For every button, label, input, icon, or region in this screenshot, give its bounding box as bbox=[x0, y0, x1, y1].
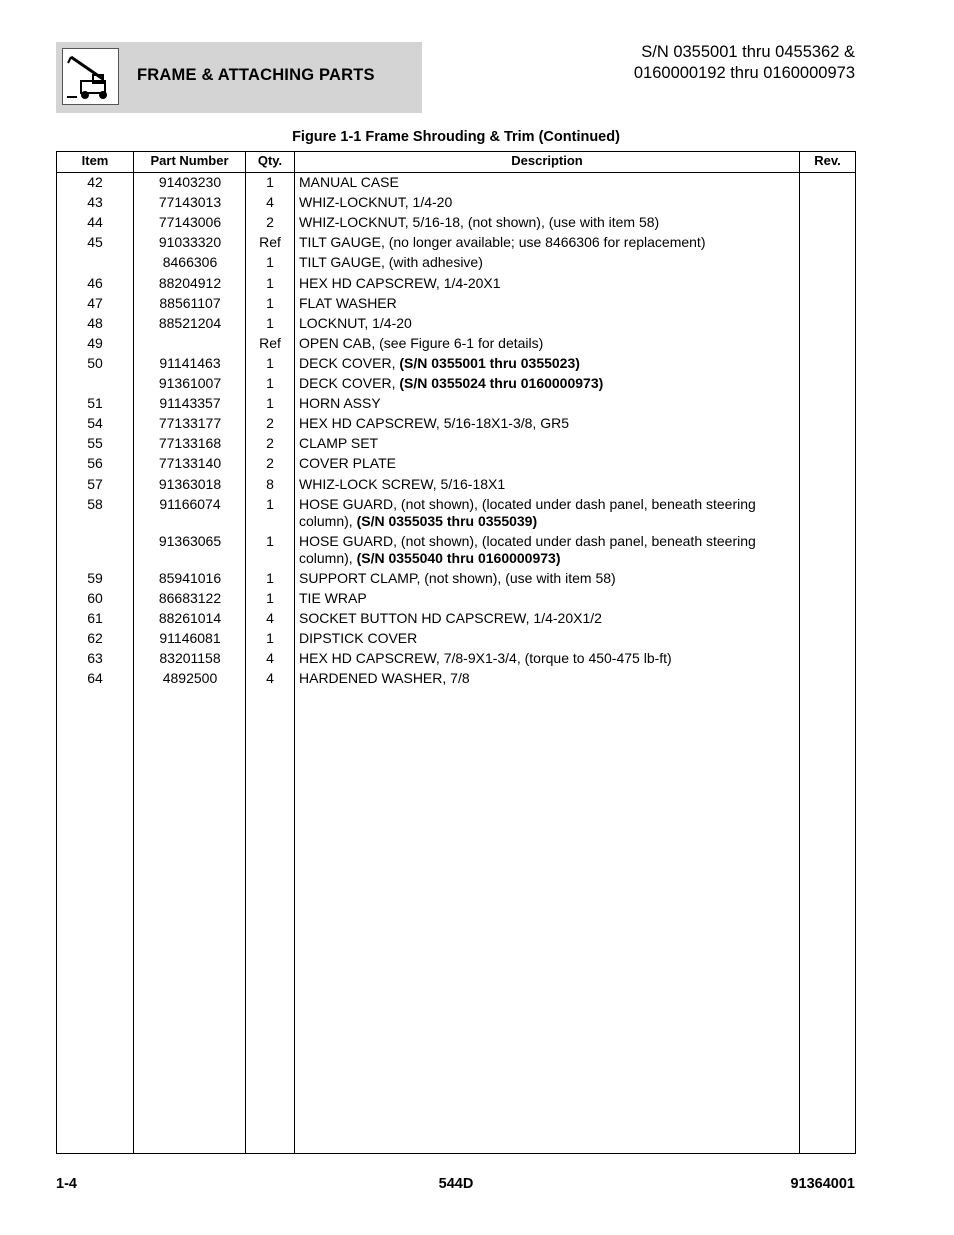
description bbox=[299, 476, 799, 493]
part-number: 88521204 bbox=[158, 314, 222, 331]
quantity: 1 bbox=[266, 629, 274, 646]
description-text: TIE WRAP bbox=[299, 589, 367, 606]
part-number: 4892500 bbox=[162, 670, 218, 687]
description-text: WHIZ-LOCKNUT, 1/4-20 bbox=[299, 194, 453, 211]
description bbox=[299, 355, 799, 372]
column-divider bbox=[294, 152, 295, 1153]
description-text: DIPSTICK COVER bbox=[299, 629, 418, 646]
description-text: WHIZ-LOCK SCREW, 5/16-18X1 bbox=[299, 475, 506, 492]
item-number: 62 bbox=[87, 629, 103, 646]
description-text: HORN ASSY bbox=[299, 395, 381, 412]
description bbox=[299, 214, 799, 231]
item-number: 61 bbox=[87, 609, 103, 626]
description-text: MANUAL CASE bbox=[299, 174, 399, 190]
part-number: 91033320 bbox=[158, 234, 222, 251]
quantity: 2 bbox=[266, 455, 274, 472]
part-number: 91363018 bbox=[158, 475, 222, 492]
description bbox=[299, 455, 799, 472]
description-text: COVER PLATE bbox=[299, 455, 396, 472]
figure-title: Figure 1-1 Frame Shrouding & Trim (Continued) bbox=[292, 129, 620, 145]
description bbox=[299, 254, 799, 271]
description-text: WHIZ-LOCKNUT, 5/16-18, (not shown), (use with item 58) bbox=[299, 214, 660, 231]
quantity: 1 bbox=[266, 395, 274, 412]
description-text: SUPPORT CLAMP, (not shown), (use with item 58) bbox=[299, 569, 616, 586]
description-text: HEX HD CAPSCREW, 5/16-18X1-3/8, GR5 bbox=[299, 415, 569, 432]
quantity: 1 bbox=[266, 174, 274, 190]
serial-range bbox=[634, 42, 855, 84]
description-text: HARDENED WASHER, 7/8 bbox=[299, 670, 470, 687]
description bbox=[299, 395, 799, 412]
description-text: CLAMP SET bbox=[299, 435, 379, 452]
quantity: 4 bbox=[266, 609, 274, 626]
description-text: HEX HD CAPSCREW, 7/8-9X1-3/4, (torque to 450-475 lb-ft) bbox=[299, 650, 672, 666]
item-number: 59 bbox=[87, 569, 103, 586]
quantity: 1 bbox=[266, 254, 274, 271]
serial-qualifier: (S/N 0355040 thru 0160000973) bbox=[356, 549, 561, 566]
description bbox=[299, 630, 799, 647]
item-number: 48 bbox=[87, 314, 103, 331]
item-number: 56 bbox=[87, 455, 103, 472]
part-number: 91166074 bbox=[159, 495, 221, 512]
description-text: LOCKNUT, 1/4-20 bbox=[299, 314, 412, 331]
serial-line-2: 0160000192 thru 0160000973 bbox=[633, 64, 855, 82]
quantity: 1 bbox=[266, 589, 274, 606]
column-header-item: Item bbox=[81, 153, 109, 168]
quantity: 1 bbox=[266, 532, 274, 549]
quantity: 8 bbox=[266, 475, 274, 492]
item-number: 47 bbox=[87, 294, 103, 311]
column-header-qty: Qty. bbox=[257, 153, 283, 168]
description bbox=[299, 570, 799, 587]
description-text: HEX HD CAPSCREW, 1/4-20X1 bbox=[299, 274, 501, 291]
quantity: 2 bbox=[266, 435, 274, 452]
quantity: 1 bbox=[266, 495, 274, 512]
item-number: 42 bbox=[87, 174, 103, 190]
part-number: 91143357 bbox=[159, 395, 221, 412]
part-number: 88561107 bbox=[159, 294, 221, 311]
part-number: 91146081 bbox=[159, 629, 221, 646]
quantity: 1 bbox=[266, 375, 274, 391]
description bbox=[299, 315, 799, 332]
quantity: 2 bbox=[266, 415, 274, 432]
item-number: 57 bbox=[87, 475, 103, 492]
item-number: 63 bbox=[87, 650, 103, 666]
description bbox=[299, 275, 799, 292]
part-number: 83201158 bbox=[159, 650, 221, 666]
item-number: 64 bbox=[87, 670, 103, 687]
item-number: 54 bbox=[87, 415, 103, 432]
description bbox=[299, 435, 799, 452]
column-divider bbox=[799, 152, 800, 1153]
part-number: 77143006 bbox=[158, 214, 222, 231]
item-number: 45 bbox=[87, 234, 103, 251]
quantity: 1 bbox=[266, 314, 274, 331]
column-header-rev: Rev. bbox=[814, 153, 841, 168]
item-number: 60 bbox=[87, 589, 103, 606]
item-number: 50 bbox=[87, 354, 103, 371]
part-number: 88261014 bbox=[158, 609, 222, 626]
header-divider bbox=[57, 172, 855, 173]
description bbox=[299, 650, 799, 667]
column-header-description: Description bbox=[511, 153, 583, 168]
part-number: 91403230 bbox=[158, 174, 222, 190]
item-number: 43 bbox=[87, 194, 103, 211]
item-number: 44 bbox=[87, 214, 103, 231]
description-text: DECK COVER, bbox=[299, 375, 400, 391]
description bbox=[299, 533, 799, 567]
quantity: 4 bbox=[266, 650, 274, 666]
telehandler-icon bbox=[62, 48, 119, 105]
description bbox=[299, 590, 799, 607]
quantity: 1 bbox=[266, 294, 274, 311]
quantity: 1 bbox=[266, 569, 274, 586]
serial-qualifier: (S/N 0355024 thru 0160000973) bbox=[399, 375, 604, 391]
description-text: TILT GAUGE, (no longer available; use 8466306 for replacement) bbox=[299, 234, 706, 251]
serial-line-1: S/N 0355001 thru 0455362 & bbox=[641, 43, 855, 61]
description-text: HOSE GUARD, (not shown), (located under dash panel, beneath steering column), bbox=[299, 495, 756, 529]
description bbox=[299, 610, 799, 627]
quantity: 1 bbox=[266, 274, 274, 291]
quantity: Ref bbox=[259, 234, 281, 251]
description bbox=[299, 670, 799, 687]
description-text: TILT GAUGE, (with adhesive) bbox=[299, 254, 483, 271]
parts-table bbox=[56, 151, 856, 1154]
description bbox=[299, 234, 799, 251]
document-number: 91364001 bbox=[790, 1176, 855, 1192]
quantity: Ref bbox=[259, 334, 281, 351]
description bbox=[299, 335, 799, 352]
item-number: 55 bbox=[87, 435, 103, 452]
description bbox=[299, 375, 799, 392]
description bbox=[299, 194, 799, 211]
part-number: 91363065 bbox=[158, 532, 222, 549]
part-number: 8466306 bbox=[162, 254, 218, 271]
description-text: DECK COVER, bbox=[299, 354, 400, 371]
quantity: 1 bbox=[266, 354, 274, 371]
column-header-part-number: Part Number bbox=[150, 153, 229, 168]
description bbox=[299, 415, 799, 432]
page-number: 1-4 bbox=[56, 1176, 77, 1192]
part-number: 77133177 bbox=[158, 415, 222, 432]
serial-qualifier: (S/N 0355001 thru 0355023) bbox=[399, 354, 580, 371]
section-title: FRAME & ATTACHING PARTS bbox=[137, 66, 375, 84]
part-number: 77143013 bbox=[158, 194, 222, 211]
item-number: 58 bbox=[87, 495, 103, 512]
part-number: 77133140 bbox=[158, 455, 222, 472]
item-number: 46 bbox=[87, 274, 103, 291]
description-text: OPEN CAB, (see Figure 6-1 for details) bbox=[299, 334, 544, 351]
quantity: 4 bbox=[266, 194, 274, 211]
part-number: 77133168 bbox=[158, 435, 222, 452]
item-number: 51 bbox=[87, 395, 103, 412]
model-number: 544D bbox=[438, 1176, 474, 1192]
quantity: 2 bbox=[266, 214, 274, 231]
part-number: 86683122 bbox=[158, 589, 222, 606]
part-number: 91361007 bbox=[158, 375, 222, 391]
part-number: 88204912 bbox=[158, 274, 222, 291]
description bbox=[299, 496, 799, 530]
description bbox=[299, 174, 799, 191]
description-text: HOSE GUARD, (not shown), (located under dash panel, beneath steering column), bbox=[299, 532, 756, 566]
description bbox=[299, 295, 799, 312]
part-number: 91141463 bbox=[159, 354, 221, 371]
serial-qualifier: (S/N 0355035 thru 0355039) bbox=[356, 512, 538, 529]
item-number: 49 bbox=[87, 334, 103, 351]
description-text: SOCKET BUTTON HD CAPSCREW, 1/4-20X1/2 bbox=[299, 609, 602, 626]
description-text: FLAT WASHER bbox=[299, 294, 397, 311]
part-number: 85941016 bbox=[158, 569, 222, 586]
quantity: 4 bbox=[266, 670, 274, 687]
